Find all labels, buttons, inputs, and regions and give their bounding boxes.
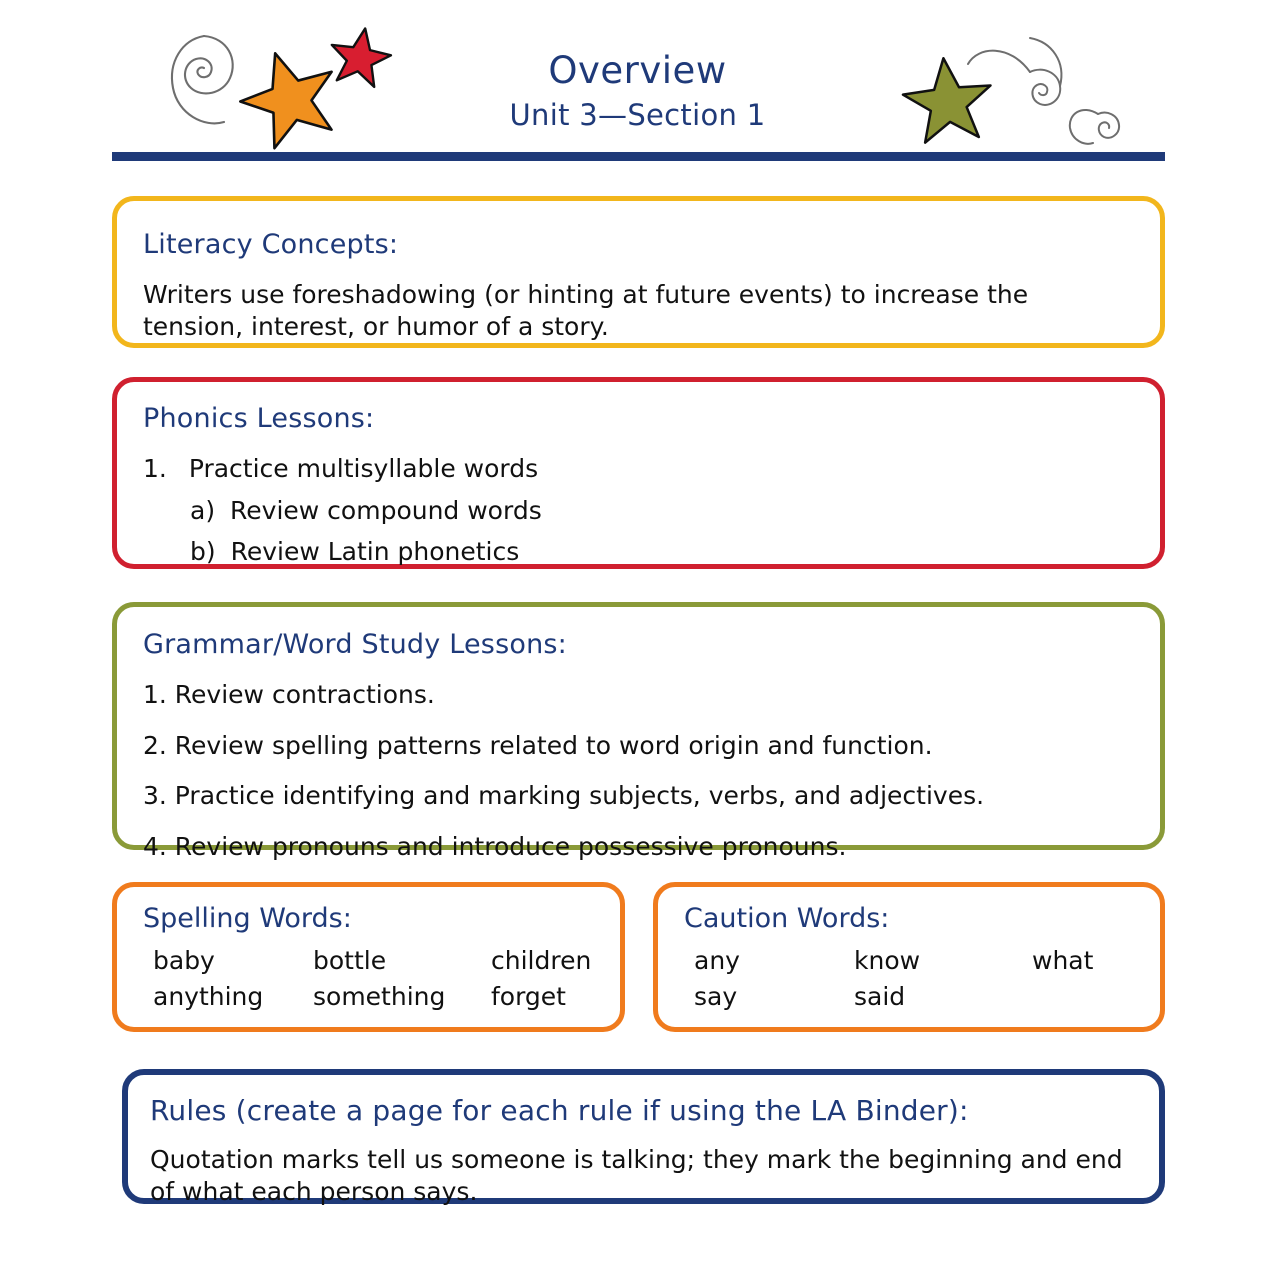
word-item: children [491,946,592,975]
rules-heading: Rules (create a page for each rule if using the LA Binder): [150,1094,969,1127]
page-header [0,0,1275,150]
word-item: baby [153,946,215,975]
card-spelling-words [112,882,625,1032]
header-decoration-left [160,22,410,152]
spiral-small-icon [1070,110,1119,144]
page-subtitle: Unit 3—Section 1 [509,97,766,132]
word-item: know [854,946,921,975]
literacy-heading: Literacy Concepts: [143,229,399,260]
list-text: Review Latin phonetics [230,537,520,567]
spiral-icon [968,38,1061,105]
word-item: forget [491,982,566,1011]
phonics-list [143,453,1160,569]
spelling-heading: Spelling Words: [143,903,352,934]
list-item [143,453,1160,486]
word-item: what [1032,946,1094,975]
list-marker: a) [190,495,216,525]
word-item: anything [153,982,264,1011]
phonics-heading: Phonics Lessons: [143,403,375,434]
list-marker: b) [190,537,216,567]
word-item: said [854,982,906,1011]
word-item: bottle [313,946,387,975]
list-item: 3. Practice identifying and marking subjects, verbs, and adjectives. [143,781,985,811]
header-divider-rule [112,152,1165,161]
list-item [190,495,1160,528]
literacy-body: Writers use foreshadowing (or hinting at future events) to increase the tension, interest, or humor of a story. [143,280,1029,342]
red-star-icon [326,23,395,89]
olive-star-icon [900,54,996,145]
list-text: Practice multisyllable words [188,454,539,484]
list-item [190,536,1160,569]
page-title: Overview [548,49,727,92]
grammar-list [143,679,1160,863]
list-item: 1. Review contractions. [143,680,435,710]
header-decoration-right [890,22,1150,152]
word-item: something [313,982,446,1011]
rules-body: Quotation marks tell us someone is talking; they mark the beginning and end of what each person says. [150,1144,1123,1206]
caution-heading: Caution Words: [684,903,890,934]
word-item: any [694,946,740,975]
list-item: 2. Review spelling patterns related to word origin and function. [143,730,933,760]
list-text: Review compound words [230,495,542,525]
card-caution-words [653,882,1165,1032]
spiral-icon [172,36,233,123]
card-grammar-word-study [112,602,1165,861]
card-rules [122,1069,1165,1204]
orange-star-icon [230,39,349,152]
caution-words-grid [694,945,1160,1013]
list-marker: 1. [143,454,167,484]
list-item: 4. Review pronouns and introduce possessive pronouns. [143,831,847,861]
spelling-words-grid [153,945,620,1013]
word-item [1032,981,1160,1013]
word-item: say [694,982,738,1011]
card-literacy-concepts [112,196,1165,348]
grammar-heading: Grammar/Word Study Lessons: [143,629,567,660]
card-phonics-lessons [112,377,1165,569]
